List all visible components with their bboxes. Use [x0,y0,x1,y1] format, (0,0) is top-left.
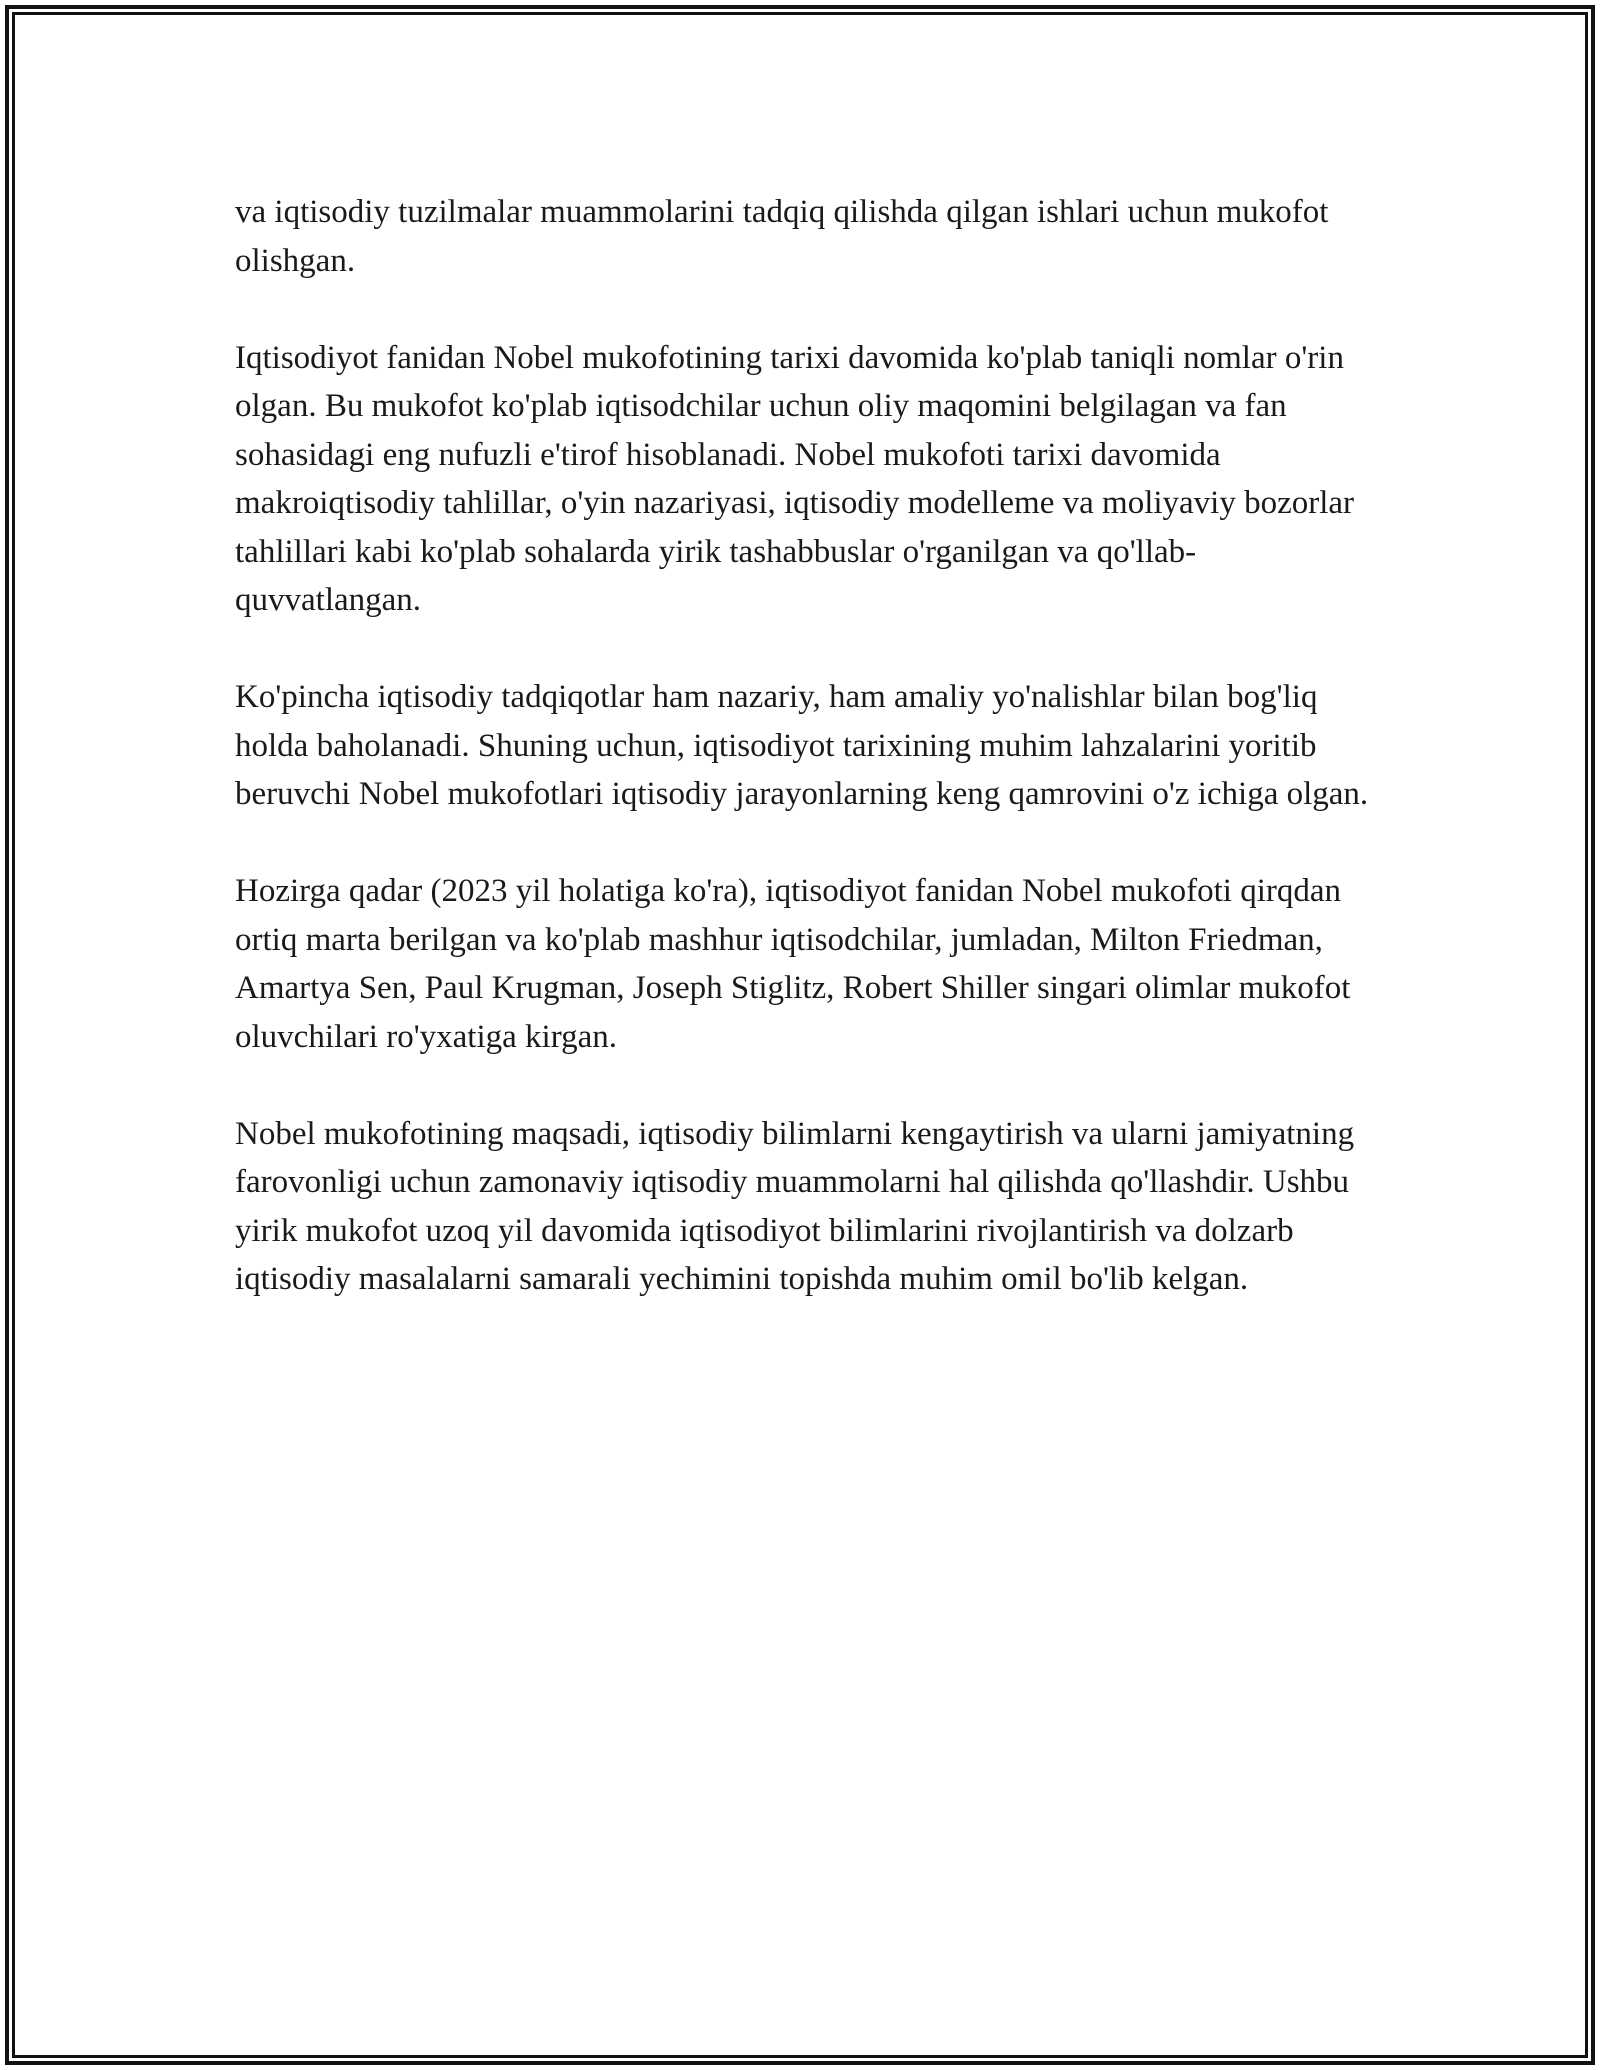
paragraph-4: Hozirga qadar (2023 yil holatiga ko'ra), iqtisodiyot fanidan Nobel mukofoti qirqdan ortiq marta berilgan va ko'plab mashhur iqtisodchilar, jumladan, Milton Friedman, Amartya Sen, Paul Krugman, Joseph Stiglitz, Robert Shiller singari olimlar mukofot oluvchilari ro'yxatiga kirgan. [235,873,1351,1055]
paragraph-2: Iqtisodiyot fanidan Nobel mukofotining tarixi davomida ko'plab taniqli nomlar o'rin olgan. Bu mukofot ko'plab iqtisodchilar uchun oliy maqomini belgilagan va fan sohasidagi eng nufuzli e'tirof hisoblanadi. Nobel mukofoti tarixi davomida makroiqtisodiy tahlillar, o'yin nazariyasi, iqtisodiy modelleme va moliyaviy bozorlar tahlillari kabi ko'plab sohalarda yirik tashabbuslar o'rganilgan va qo'llab-quvvatlangan. [235,339,1355,618]
paragraph-5: Nobel mukofotining maqsadi, iqtisodiy bilimlarni kengaytirish va ularni jamiyatning farovonligi uchun zamonaviy iqtisodiy muammolarni hal qilishda qo'llashdir. Ushbu yirik mukofot uzoq yil davomida iqtisodiyot bilimlarini rivojlantirish va dolzarb iqtisodiy masalalarni samarali yechimini topishda muhim omil bo'lib kelgan. [235,1115,1355,1297]
paragraph-3: Ko'pincha iqtisodiy tadqiqotlar ham nazariy, ham amaliy yo'nalishlar bilan bog'liq holda baholanadi. Shuning uchun, iqtisodiyot tarixining muhim lahzalarini yoritib beruvchi Nobel mukofotlari iqtisodiy jarayonlarning keng qamrovini o'z ichiga olgan. [235,679,1369,812]
paragraph-1: va iqtisodiy tuzilmalar muammolarini tadqiq qilishda qilgan ishlari uchun mukofot olishgan. [235,194,1329,279]
document-body [235,188,1375,1352]
